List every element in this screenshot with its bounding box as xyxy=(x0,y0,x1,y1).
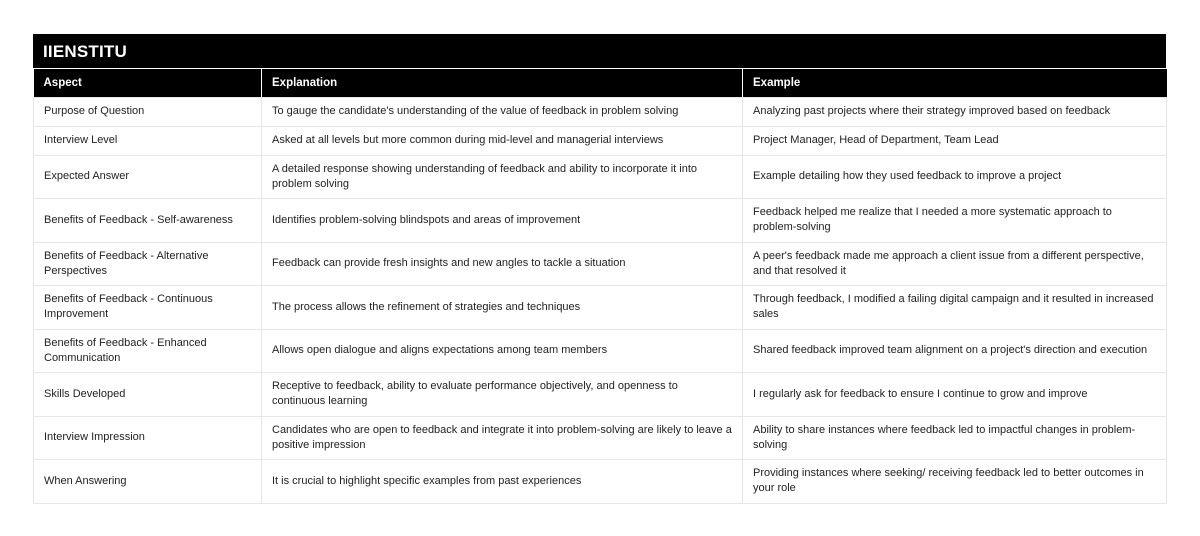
cell-explanation: A detailed response showing understanding of feedback and ability to incorporate it into problem solving xyxy=(262,155,743,199)
cell-example: Shared feedback improved team alignment on a project's direction and execution xyxy=(743,329,1167,373)
table-header xyxy=(34,69,1167,97)
cell-aspect: When Answering xyxy=(34,460,262,504)
brand-title: IIENSTITU xyxy=(33,34,1166,69)
cell-aspect: Interview Level xyxy=(34,126,262,155)
header-row xyxy=(34,69,1167,97)
cell-explanation: Asked at all levels but more common during mid-level and managerial interviews xyxy=(262,126,743,155)
cell-aspect: Expected Answer xyxy=(34,155,262,199)
cell-explanation: It is crucial to highlight specific examples from past experiences xyxy=(262,460,743,504)
table-row xyxy=(34,126,1167,155)
cell-explanation: Allows open dialogue and aligns expectations among team members xyxy=(262,329,743,373)
cell-explanation: Receptive to feedback, ability to evaluate performance objectively, and openness to continuous learning xyxy=(262,373,743,417)
cell-aspect: Benefits of Feedback - Alternative Perspectives xyxy=(34,242,262,286)
header-aspect: Aspect xyxy=(34,69,262,97)
table-row xyxy=(34,155,1167,199)
table-row xyxy=(34,97,1167,126)
cell-example: Ability to share instances where feedback led to impactful changes in problem-solving xyxy=(743,416,1167,460)
cell-example: Feedback helped me realize that I needed a more systematic approach to problem-solving xyxy=(743,199,1167,243)
table-row xyxy=(34,286,1167,330)
table-body xyxy=(34,97,1167,503)
cell-explanation: Feedback can provide fresh insights and new angles to tackle a situation xyxy=(262,242,743,286)
table-row xyxy=(34,242,1167,286)
table-row xyxy=(34,460,1167,504)
cell-example: Analyzing past projects where their strategy improved based on feedback xyxy=(743,97,1167,126)
cell-aspect: Benefits of Feedback - Enhanced Communication xyxy=(34,329,262,373)
cell-example: Project Manager, Head of Department, Team Lead xyxy=(743,126,1167,155)
cell-example: Through feedback, I modified a failing digital campaign and it resulted in increased sales xyxy=(743,286,1167,330)
cell-aspect: Skills Developed xyxy=(34,373,262,417)
cell-explanation: Candidates who are open to feedback and integrate it into problem-solving are likely to leave a positive impression xyxy=(262,416,743,460)
cell-aspect: Purpose of Question xyxy=(34,97,262,126)
header-explanation: Explanation xyxy=(262,69,743,97)
cell-example: Providing instances where seeking/ receiving feedback led to better outcomes in your role xyxy=(743,460,1167,504)
table-row xyxy=(34,373,1167,417)
cell-aspect: Benefits of Feedback - Continuous Improvement xyxy=(34,286,262,330)
table-row xyxy=(34,416,1167,460)
table-row xyxy=(34,199,1167,243)
cell-explanation: To gauge the candidate's understanding of the value of feedback in problem solving xyxy=(262,97,743,126)
cell-aspect: Benefits of Feedback - Self-awareness xyxy=(34,199,262,243)
cell-example: A peer's feedback made me approach a client issue from a different perspective, and that resolved it xyxy=(743,242,1167,286)
cell-explanation: The process allows the refinement of strategies and techniques xyxy=(262,286,743,330)
cell-example: Example detailing how they used feedback to improve a project xyxy=(743,155,1167,199)
cell-example: I regularly ask for feedback to ensure I continue to grow and improve xyxy=(743,373,1167,417)
table-row xyxy=(34,329,1167,373)
header-example: Example xyxy=(743,69,1167,97)
cell-aspect: Interview Impression xyxy=(34,416,262,460)
aspects-table xyxy=(33,69,1167,504)
content-table-container xyxy=(33,34,1166,504)
cell-explanation: Identifies problem-solving blindspots and areas of improvement xyxy=(262,199,743,243)
